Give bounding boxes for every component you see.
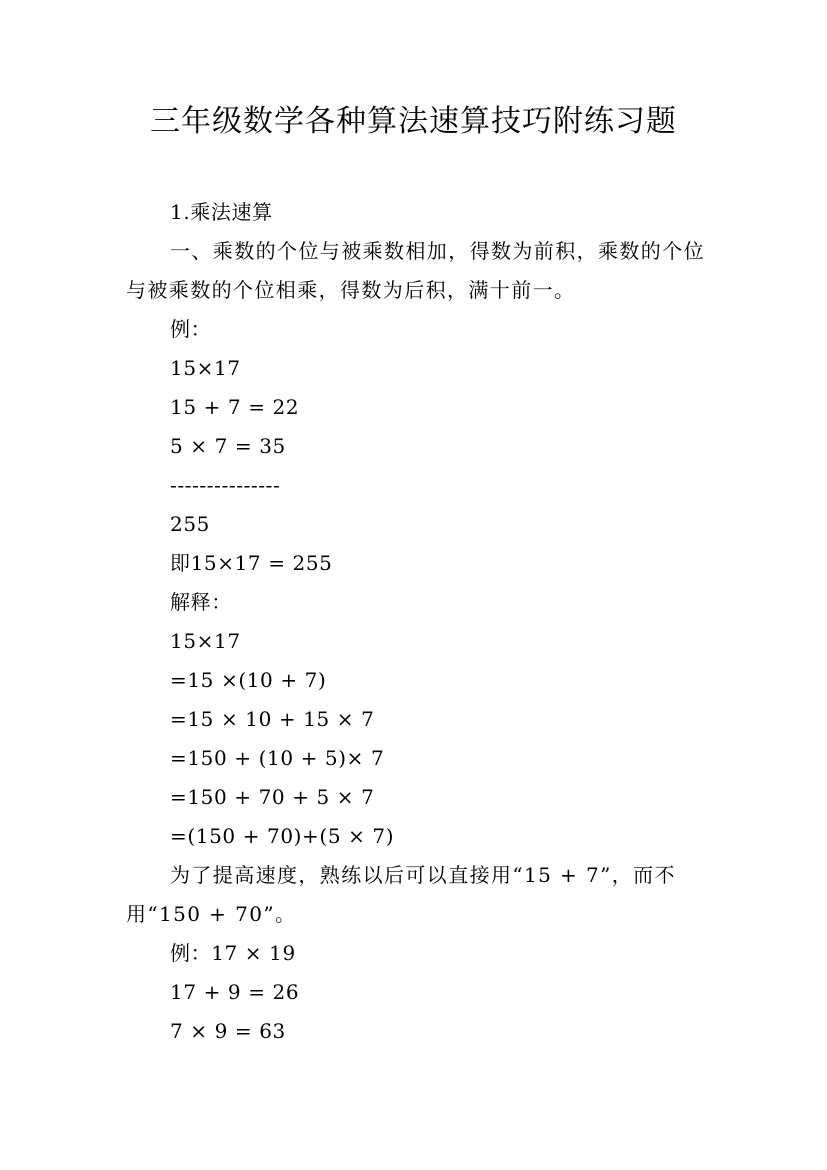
- example-label: 例：17 × 19: [170, 941, 296, 965]
- section-heading: 1.乘法速算: [170, 200, 273, 224]
- document-title: 三年级数学各种算法速算技巧附练习题: [150, 104, 677, 139]
- math-line: 即15×17 = 255: [170, 551, 333, 575]
- math-line: =(150 + 70)+(5 × 7): [170, 824, 395, 848]
- math-line: 17 + 9 = 26: [170, 980, 300, 1004]
- divider-line: ---------------: [170, 473, 281, 497]
- document-body: [126, 193, 706, 1051]
- math-line: 255: [170, 512, 210, 536]
- math-line: =150 + (10 + 5)× 7: [170, 746, 385, 770]
- math-line: =15 ×(10 + 7): [170, 668, 327, 692]
- tip-paragraph: 为了提高速度，熟练以后可以直接用“15 + 7”，而不用“150 + 70”。: [126, 863, 676, 926]
- example-label: 例：: [170, 317, 212, 341]
- math-line: 15×17: [170, 629, 241, 653]
- math-line: =150 + 70 + 5 × 7: [170, 785, 375, 809]
- rule-paragraph: 一、乘数的个位与被乘数相加，得数为前积，乘数的个位与被乘数的个位相乘，得数为后积，满十前一。: [126, 239, 705, 302]
- explanation-label: 解释：: [170, 590, 232, 614]
- math-line: =15 × 10 + 15 × 7: [170, 707, 375, 731]
- math-line: 5 × 7 = 35: [170, 434, 286, 458]
- math-line: 15×17: [170, 356, 241, 380]
- math-line: 15 + 7 = 22: [170, 395, 300, 419]
- math-line: 7 × 9 = 63: [170, 1019, 286, 1043]
